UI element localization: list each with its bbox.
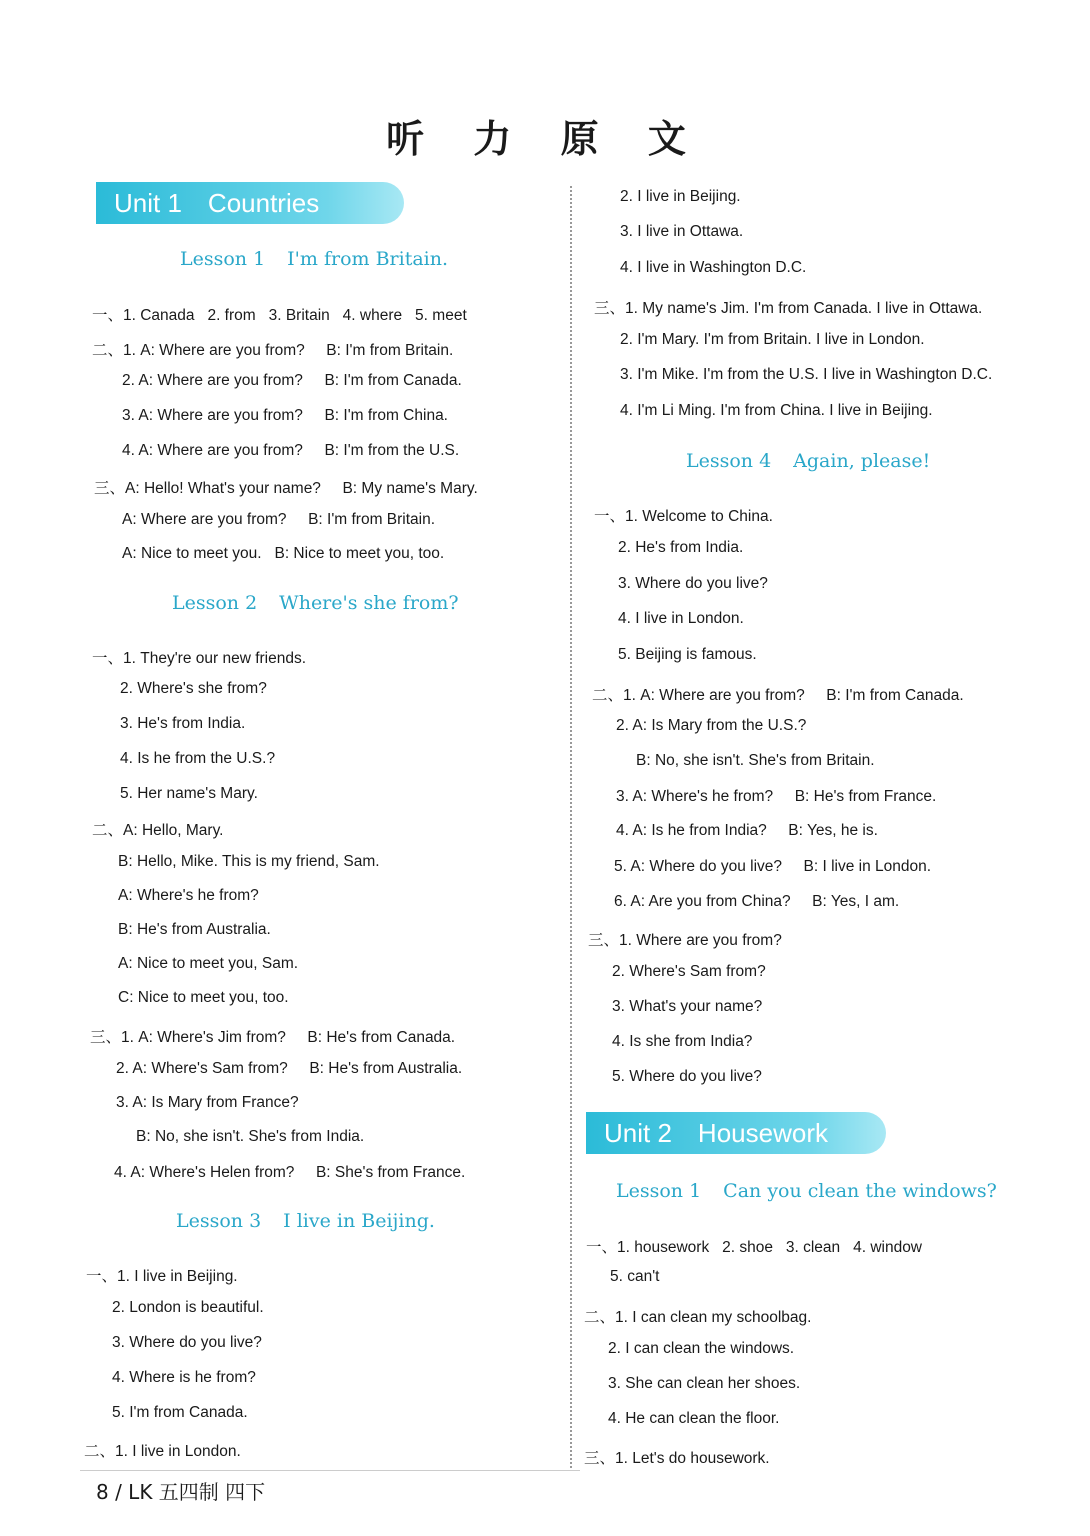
transcript-line: A: Where are you from? B: I'm from Britain. [122, 511, 436, 528]
transcript-line: 三、1. A: Where's Jim from? B: He's from Canada. [90, 1029, 456, 1046]
transcript-line: 3. A: Where are you from? B: I'm from China. [122, 407, 448, 424]
transcript-line: 三、1. My name's Jim. I'm from Canada. I live in Ottawa. [594, 300, 983, 317]
unit-number: Unit 1 [114, 187, 182, 218]
transcript-line: 3. A: Where's he from? B: He's from France. [616, 788, 937, 805]
transcript-line: B: No, she isn't. She's from Britain. [636, 752, 875, 769]
transcript-line: 2. Where's she from? [120, 680, 267, 697]
transcript-line: 三、A: Hello! What's your name? B: My name's Mary. [94, 480, 478, 497]
page-title: 听 力 原 文 [386, 117, 704, 161]
lesson-heading [616, 1180, 997, 1202]
transcript-line: C: Nice to meet you, too. [118, 989, 289, 1006]
unit-1-banner [96, 182, 404, 224]
transcript-line: 2. Where's Sam from? [612, 963, 766, 980]
lesson-number: Lesson 3 [176, 1210, 262, 1232]
transcript-line: 3. Where do you live? [112, 1334, 262, 1351]
transcript-line: B: Hello, Mike. This is my friend, Sam. [118, 853, 380, 870]
transcript-line: B: No, she isn't. She's from India. [136, 1128, 365, 1145]
lesson-name: I live in Beijing. [283, 1210, 435, 1232]
transcript-line: 5. I'm from Canada. [112, 1404, 248, 1421]
transcript-line: 二、1. I can clean my schoolbag. [584, 1309, 812, 1326]
transcript-line: 5. Her name's Mary. [120, 785, 258, 802]
transcript-line: B: He's from Australia. [118, 921, 271, 938]
transcript-line: 4. A: Is he from India? B: Yes, he is. [616, 822, 878, 839]
lesson-heading [176, 1210, 435, 1232]
transcript-line: A: Where's he from? [118, 887, 259, 904]
transcript-line: 4. I live in Washington D.C. [620, 259, 807, 276]
lesson-number: Lesson 4 [686, 450, 772, 472]
transcript-line: 4. Where is he from? [112, 1369, 256, 1386]
transcript-line: 5. Beijing is famous. [618, 646, 757, 663]
transcript-line: 4. I live in London. [618, 610, 744, 627]
lesson-heading [686, 450, 930, 472]
transcript-line: 2. I live in Beijing. [620, 188, 741, 205]
transcript-line: 三、1. Let's do housework. [584, 1450, 770, 1467]
transcript-line: 一、1. Welcome to China. [594, 508, 773, 525]
lesson-name: Can you clean the windows? [723, 1180, 997, 1202]
lesson-name: I'm from Britain. [287, 248, 449, 270]
transcript-line: 2. I can clean the windows. [608, 1340, 795, 1357]
transcript-line: 3. What's your name? [612, 998, 763, 1015]
transcript-line: 5. A: Where do you live? B: I live in London. [614, 858, 932, 875]
transcript-line: 二、1. A: Where are you from? B: I'm from Canada. [592, 687, 964, 704]
lesson-name: Again, please! [793, 450, 931, 472]
lesson-number: Lesson 1 [616, 1180, 702, 1202]
unit-name: Housework [697, 1117, 828, 1148]
lesson-heading [180, 248, 448, 270]
lesson-number: Lesson 2 [172, 592, 258, 614]
transcript-line: 2. London is beautiful. [112, 1299, 264, 1316]
transcript-line: 4. Is she from India? [612, 1033, 753, 1050]
transcript-line: 一、1. Canada 2. from 3. Britain 4. where 5. meet [92, 307, 467, 324]
transcript-line: 6. A: Are you from China? B: Yes, I am. [614, 893, 900, 910]
transcript-line: 2. A: Where are you from? B: I'm from Canada. [122, 372, 462, 389]
transcript-line: A: Nice to meet you. B: Nice to meet you, too. [122, 545, 445, 562]
footer-rule [80, 1470, 580, 1471]
unit-2-banner [586, 1112, 886, 1154]
transcript-line: 4. I'm Li Ming. I'm from China. I live in Beijing. [620, 402, 933, 419]
transcript-line: 2. I'm Mary. I'm from Britain. I live in London. [620, 331, 925, 348]
transcript-line: A: Nice to meet you, Sam. [118, 955, 299, 972]
transcript-line: 一、1. They're our new friends. [92, 650, 307, 667]
transcript-line: 3. A: Is Mary from France? [116, 1094, 299, 1111]
transcript-line: 4. A: Where are you from? B: I'm from the U.S. [122, 442, 460, 459]
transcript-line: 3. I'm Mike. I'm from the U.S. I live in Washington D.C. [620, 366, 993, 383]
page-footer: 8 / LK 五四制 四下 [96, 1480, 266, 1504]
transcript-line: 2. A: Is Mary from the U.S.? [616, 717, 807, 734]
transcript-line: 3. I live in Ottawa. [620, 223, 744, 240]
transcript-line: 2. He's from India. [618, 539, 744, 556]
transcript-line: 3. Where do you live? [618, 575, 768, 592]
lesson-number: Lesson 1 [180, 248, 266, 270]
transcript-line: 4. Is he from the U.S.? [120, 750, 276, 767]
lesson-name: Where's she from? [279, 592, 459, 614]
transcript-line: 4. He can clean the floor. [608, 1410, 780, 1427]
transcript-line: 3. He's from India. [120, 715, 246, 732]
transcript-line: 二、1. I live in London. [84, 1443, 241, 1460]
transcript-line: 5. can't [610, 1268, 660, 1285]
transcript-line: 2. A: Where's Sam from? B: He's from Australia. [116, 1060, 463, 1077]
transcript-line: 5. Where do you live? [612, 1068, 762, 1085]
transcript-line: 一、1. I live in Beijing. [86, 1268, 238, 1285]
transcript-line: 二、A: Hello, Mary. [92, 822, 224, 839]
lesson-heading [172, 592, 459, 614]
unit-number: Unit 2 [604, 1117, 672, 1148]
transcript-line: 3. She can clean her shoes. [608, 1375, 801, 1392]
transcript-line: 一、1. housework 2. shoe 3. clean 4. window [586, 1239, 923, 1256]
transcript-line: 二、1. A: Where are you from? B: I'm from Britain. [92, 342, 454, 359]
transcript-line: 三、1. Where are you from? [588, 932, 782, 949]
unit-name: Countries [207, 187, 320, 218]
column-divider [570, 186, 572, 1468]
transcript-line: 4. A: Where's Helen from? B: She's from France. [114, 1164, 466, 1181]
